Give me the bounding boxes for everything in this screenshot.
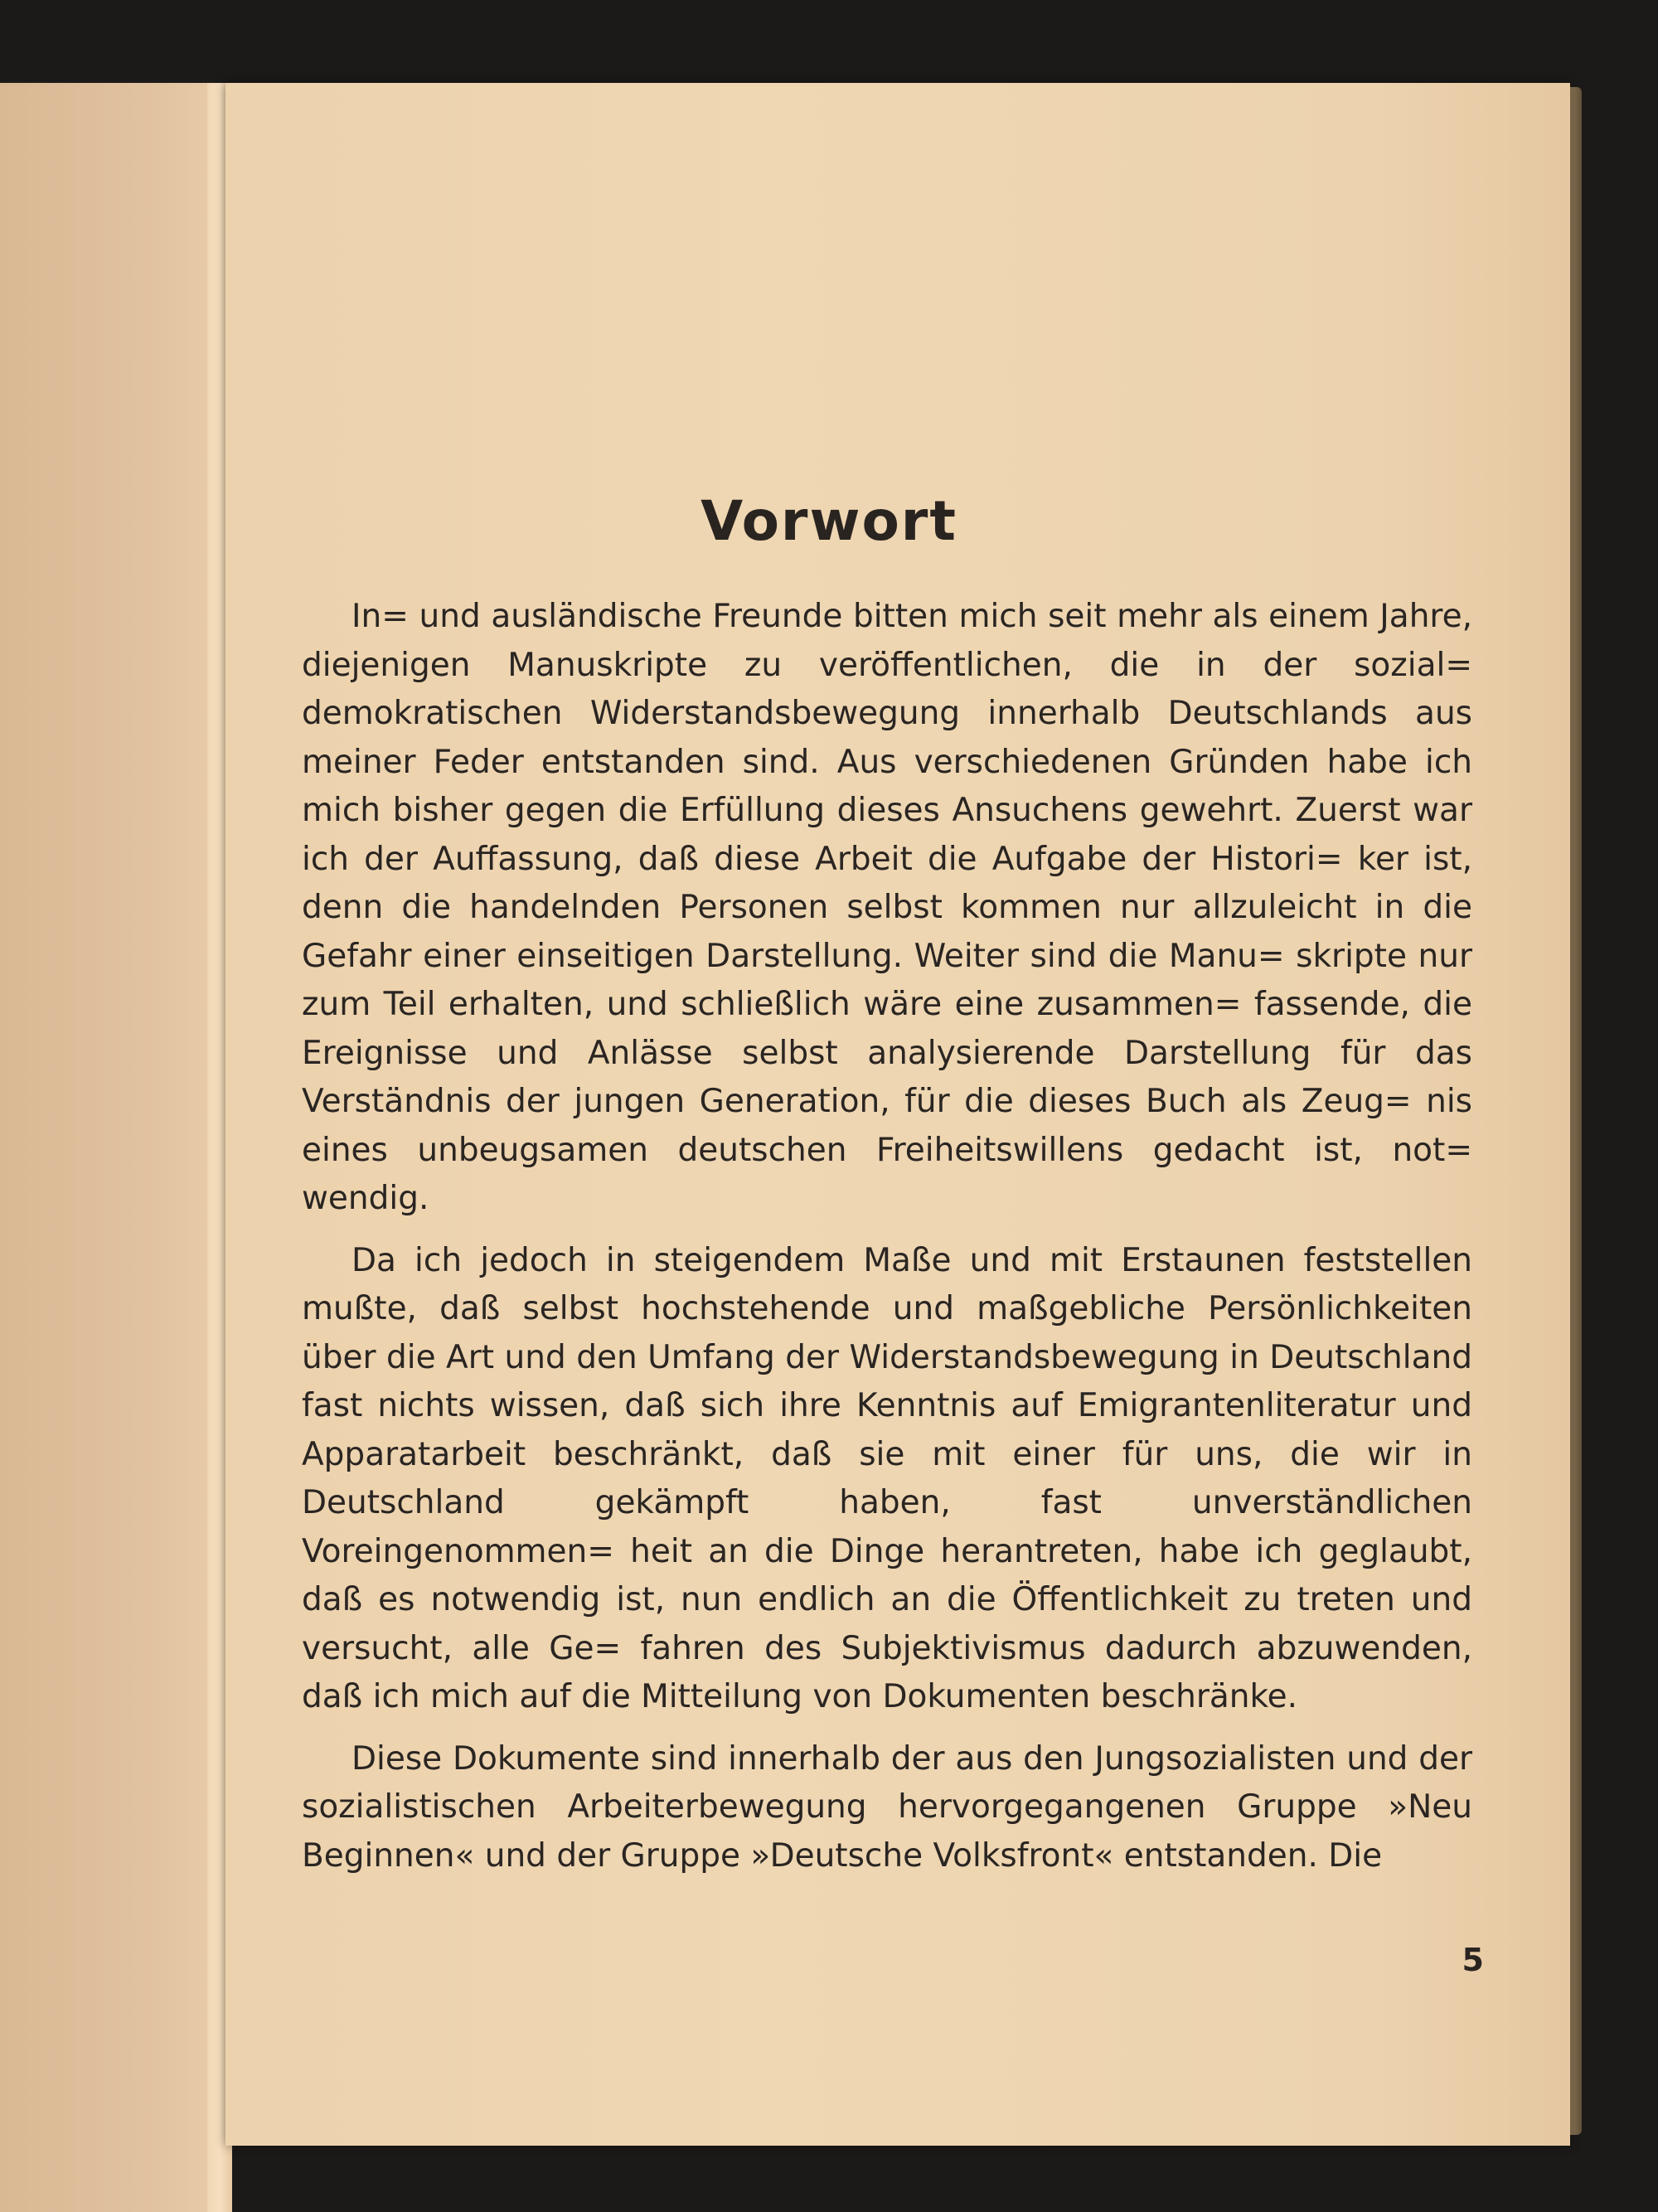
page-number: 5 [1462,1942,1484,1978]
page-title: Vorwort [701,489,957,553]
left-page [0,83,224,2212]
body-text [302,593,1472,1880]
paragraph-3: Diese Dokumente sind innerhalb der aus den Jungsozialisten und der sozialistischen Arbeiterbewegung hervorgegangenen Gruppe »Neu Beginnen« und der Gruppe »Deutsche Volksfront« entstanden. Die [302,1739,1472,1875]
paragraph-1: In= und ausländische Freunde bitten mich seit mehr als einem Jahre, diejenigen Manuskripte zu veröffentlichen, die in der sozial= demokratischen Widerstandsbewegung innerhalb Deutschlands aus meiner Feder entstanden sind. Aus verschiedenen Gründen habe ich mich bisher gegen die Erfüllung dieses Ansuchens gewehrt. Zuerst war ich der Auffassung, daß diese Arbeit die Aufgabe der Histori= ker ist, denn die handelnden Personen selbst kommen nur allzuleicht in die Gefahr einer einseitigen Darstellung. Weiter sind die Manu= skripte nur zum Teil erhalten, und schließlich wäre eine zusammen= fassende, die Ereignisse und Anlässe selbst analysierende Darstellung für das Verständnis der jungen Generation, für die dieses Buch als Zeug= nis eines unbeugsamen deutschen Freiheitswillens gedacht ist, not= wendig. [302,598,1472,1217]
paragraph-2: Da ich jedoch in steigendem Maße und mit Erstaunen feststellen mußte, daß selbst hochstehende und maßgebliche Persönlichkeiten über die Art und den Umfang der Widerstandsbewegung in Deutschland fast nichts wissen, daß sich ihre Kenntnis auf Emigrantenliteratur und Apparatarbeit beschränkt, daß sie mit einer für uns, die wir in Deutschland gekämpft haben, fast unverständlichen Voreingenommen= heit an die Dinge herantreten, habe ich geglaubt, daß es notwendig ist, nun endlich an die Öffentlichkeit zu treten und versucht, alle Ge= fahren des Subjektivismus dadurch abzuwenden, daß ich mich auf die Mitteilung von Dokumenten beschränke. [302,1241,1472,1715]
